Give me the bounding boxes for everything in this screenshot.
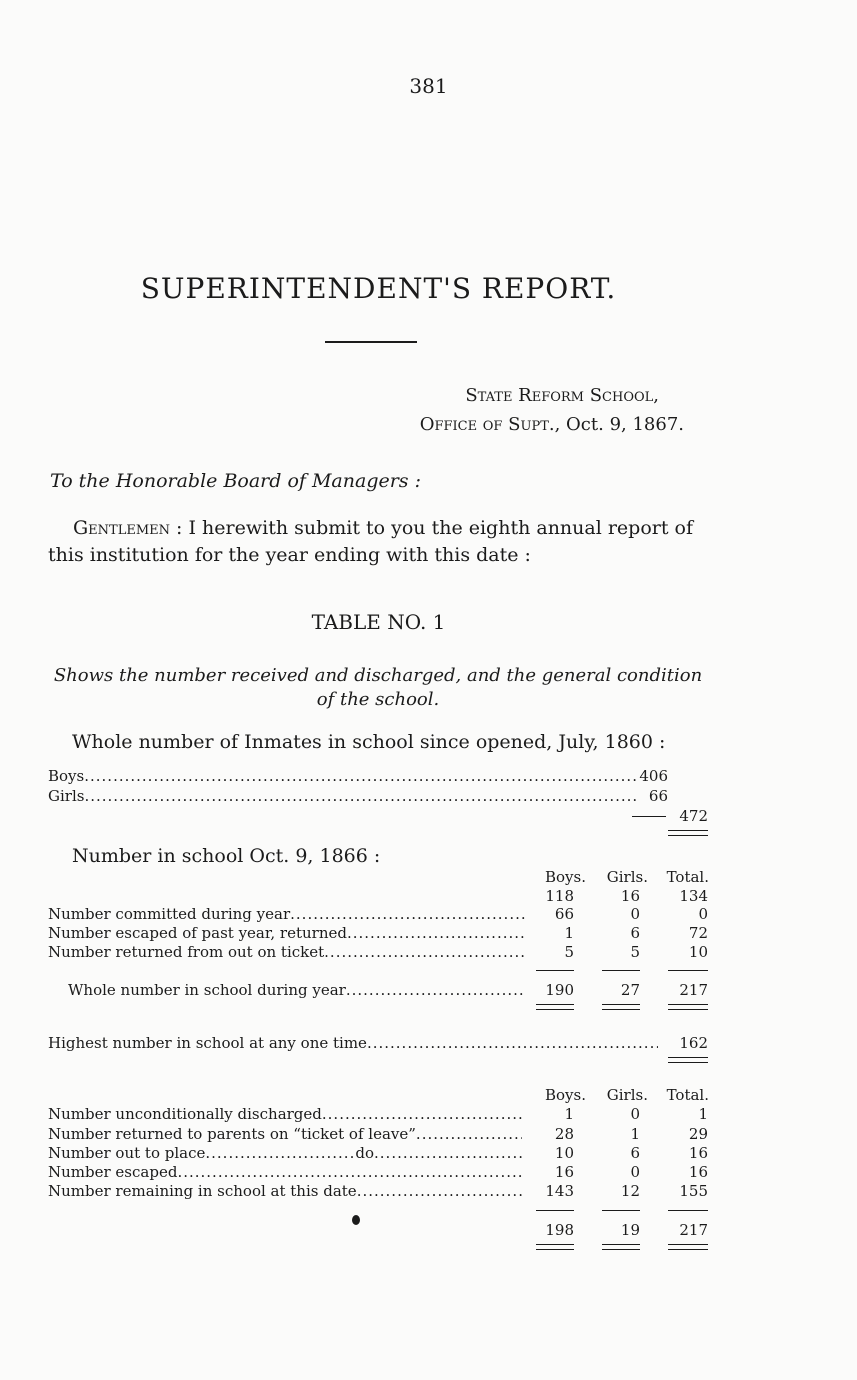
report-title: SUPERINTENDENT'S REPORT.: [140, 272, 617, 305]
sum-rule: [536, 970, 574, 971]
cell-boys: 143: [545, 1182, 574, 1200]
whole-boys: 190: [545, 981, 574, 999]
row-label: Whole number in school during year: [68, 981, 346, 999]
row-label: Girls: [48, 787, 85, 805]
whole-girls-value: 66: [648, 787, 668, 805]
school-1866-heading: Number in school Oct. 9, 1866 :: [72, 845, 381, 867]
cell-girls: 1: [630, 1125, 640, 1143]
page-number: 381: [409, 74, 448, 98]
whole-girls: 27: [620, 981, 640, 999]
cell-total: 72: [688, 924, 708, 942]
sum-rule: [602, 970, 640, 971]
table-row: [48, 1124, 522, 1144]
ink-blot: [352, 1215, 360, 1225]
sum-rule: [668, 1210, 708, 1211]
table-row: [48, 942, 526, 962]
whole-number-heading: Whole number of Inmates in school since opened, July, 1860 :: [72, 731, 666, 753]
row-label: Number remaining in school at this date: [48, 1182, 357, 1200]
sum-rule: [602, 1210, 640, 1211]
whole-total-value: 472: [679, 807, 708, 825]
whole-row-girls: [48, 786, 638, 806]
table-row: [48, 904, 526, 924]
table-row: [48, 1143, 522, 1163]
cell-girls: 5: [630, 943, 640, 961]
row-label: Number escaped of past year, returned: [48, 924, 347, 942]
row-label: Boys: [48, 767, 85, 785]
row-label: Number out to place: [48, 1144, 206, 1162]
table-row: [48, 1104, 522, 1124]
cell-boys: 10: [554, 1144, 574, 1162]
cell-boys: 16: [554, 1163, 574, 1181]
office-label: Office of Supt.: [419, 414, 555, 435]
report-date: , Oct. 9, 1867.: [554, 414, 684, 435]
table-row: [48, 923, 526, 943]
cell-total: 16: [688, 1163, 708, 1181]
cell-girls: 0: [630, 1105, 640, 1123]
salutation: To the Honorable Board of Managers :: [50, 470, 422, 492]
title-rule: [325, 341, 417, 343]
total-boys: 198: [545, 1221, 574, 1239]
col-girls: Girls.: [606, 868, 648, 886]
row-label: Number escaped: [48, 1163, 178, 1181]
row-label: Highest number in school at any one time: [48, 1034, 367, 1052]
double-rule: [602, 1244, 640, 1250]
cell-boys: 28: [554, 1125, 574, 1143]
table-heading: TABLE NO. 1: [311, 610, 446, 634]
total-total: 217: [679, 1221, 708, 1239]
col-total: Total.: [666, 868, 709, 886]
cell-girls: 6: [630, 924, 640, 942]
institution-name: State Reform School,: [465, 385, 659, 406]
row-label: Number returned to parents on “ticket of leave”: [48, 1125, 416, 1143]
start-total: 134: [679, 887, 708, 905]
cell-girls: 0: [630, 1163, 640, 1181]
table-description: Shows the number received and discharged, and the general condition of the school.: [53, 665, 703, 710]
cell-total: 155: [679, 1182, 708, 1200]
double-rule: [536, 1004, 574, 1010]
cell-boys: 1: [564, 1105, 574, 1123]
whole-total: 217: [679, 981, 708, 999]
cell-total: 16: [688, 1144, 708, 1162]
office-date-line: [420, 414, 684, 435]
highest-value: 162: [679, 1034, 708, 1052]
table-row: [48, 1181, 522, 1201]
cell-total: 0: [698, 905, 708, 923]
cell-boys: 5: [564, 943, 574, 961]
intro-gentlemen: Gentlemen: [73, 517, 171, 539]
start-boys: 118: [545, 887, 574, 905]
col-boys: Boys.: [545, 868, 586, 886]
cell-girls: 0: [630, 905, 640, 923]
double-rule: [668, 1004, 708, 1010]
col-girls: Girls.: [606, 1086, 648, 1104]
cell-girls: 6: [630, 1144, 640, 1162]
whole-row-boys: [48, 766, 638, 786]
row-label: Number committed during year: [48, 905, 291, 923]
intro-paragraph: [48, 515, 713, 569]
col-total: Total.: [666, 1086, 709, 1104]
double-rule: [668, 1244, 708, 1250]
sum-rule: [668, 970, 708, 971]
double-rule: [668, 1057, 708, 1063]
double-rule: [602, 1004, 640, 1010]
start-girls: 16: [620, 887, 640, 905]
whole-during-year-row: [68, 980, 526, 1000]
row-mid-label: do: [355, 1144, 375, 1162]
total-girls: 19: [620, 1221, 640, 1239]
cell-girls: 12: [620, 1182, 640, 1200]
cell-boys: 1: [564, 924, 574, 942]
table-row: [48, 1162, 522, 1182]
intro-text: : I herewith submit to you the eighth annual report of this institution for the year ending with this date :: [48, 517, 694, 566]
total-rule: [632, 816, 666, 817]
cell-boys: 66: [554, 905, 574, 923]
highest-row: [48, 1033, 658, 1053]
row-label: Number unconditionally discharged: [48, 1105, 322, 1123]
sum-rule: [536, 1210, 574, 1211]
cell-total: 10: [688, 943, 708, 961]
whole-boys-value: 406: [639, 767, 668, 785]
row-label: Number returned from out on ticket: [48, 943, 325, 961]
double-rule: [668, 830, 708, 836]
double-rule: [536, 1244, 574, 1250]
cell-total: 1: [698, 1105, 708, 1123]
cell-total: 29: [688, 1125, 708, 1143]
col-boys: Boys.: [545, 1086, 586, 1104]
